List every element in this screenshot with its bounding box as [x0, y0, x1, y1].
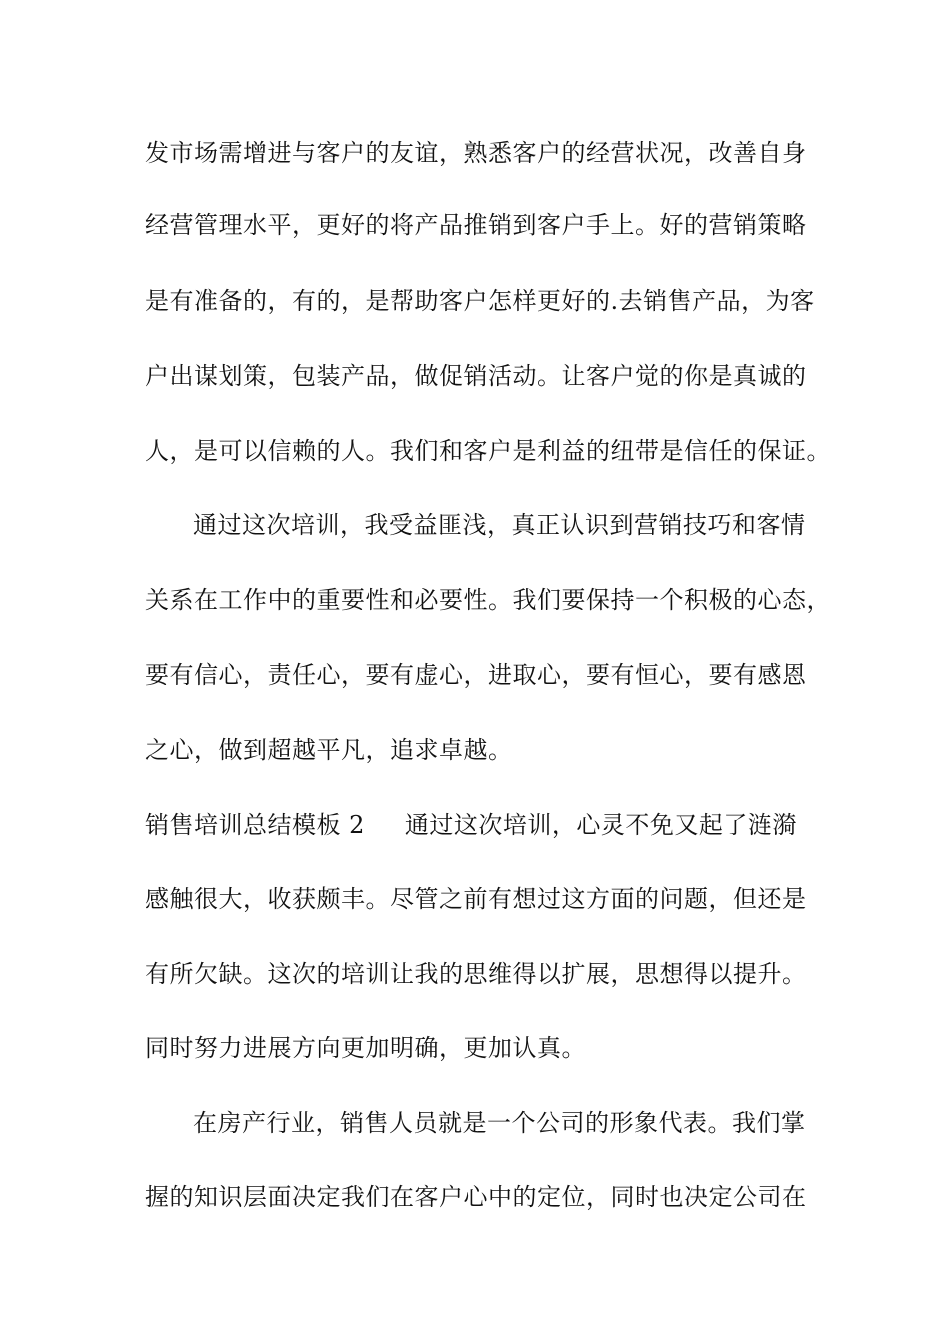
- text-line: 感触很大，收获颇丰。尽管之前有想过这方面的问题，但还是: [145, 885, 807, 913]
- text-line: 经营管理水平，更好的将产品推销到客户手上。好的营销策略: [145, 211, 807, 239]
- text-line: 发市场需增进与客户的友谊，熟悉客户的经营状况，改善自身: [145, 139, 807, 167]
- text-line: 关系在工作中的重要性和必要性。我们要保持一个积极的心态，: [145, 586, 831, 614]
- text-line: 是有准备的，有的，是帮助客户怎样更好的.去销售产品，为客: [145, 287, 815, 315]
- section-first-line: 通过这次培训，心灵不免又起了涟漪: [404, 811, 797, 839]
- text-line: 同时努力进展方向更加明确，更加认真。: [145, 1034, 586, 1062]
- text-line: 要有信心，责任心，要有虚心，进取心，要有恒心，要有感恩: [145, 661, 807, 689]
- text-line: 握的知识层面决定我们在客户心中的定位，同时也决定公司在: [145, 1183, 807, 1211]
- section-title: 销售培训总结模板 2: [145, 811, 365, 839]
- paragraph-start-line: 通过这次培训，我受益匪浅，真正认识到营销技巧和客情: [193, 511, 806, 539]
- text-line: 人，是可以信赖的人。我们和客户是利益的纽带是信任的保证。: [145, 437, 831, 465]
- section-heading-line: [145, 810, 797, 840]
- text-line: 之心，做到超越平凡，追求卓越。: [145, 736, 513, 764]
- text-line: 有所欠缺。这次的培训让我的思维得以扩展，思想得以提升。: [145, 960, 807, 988]
- text-line: 户出谋划策，包装产品，做促销活动。让客户觉的你是真诚的: [145, 362, 807, 390]
- paragraph-start-line: 在房产行业，销售人员就是一个公司的形象代表。我们掌: [193, 1109, 806, 1137]
